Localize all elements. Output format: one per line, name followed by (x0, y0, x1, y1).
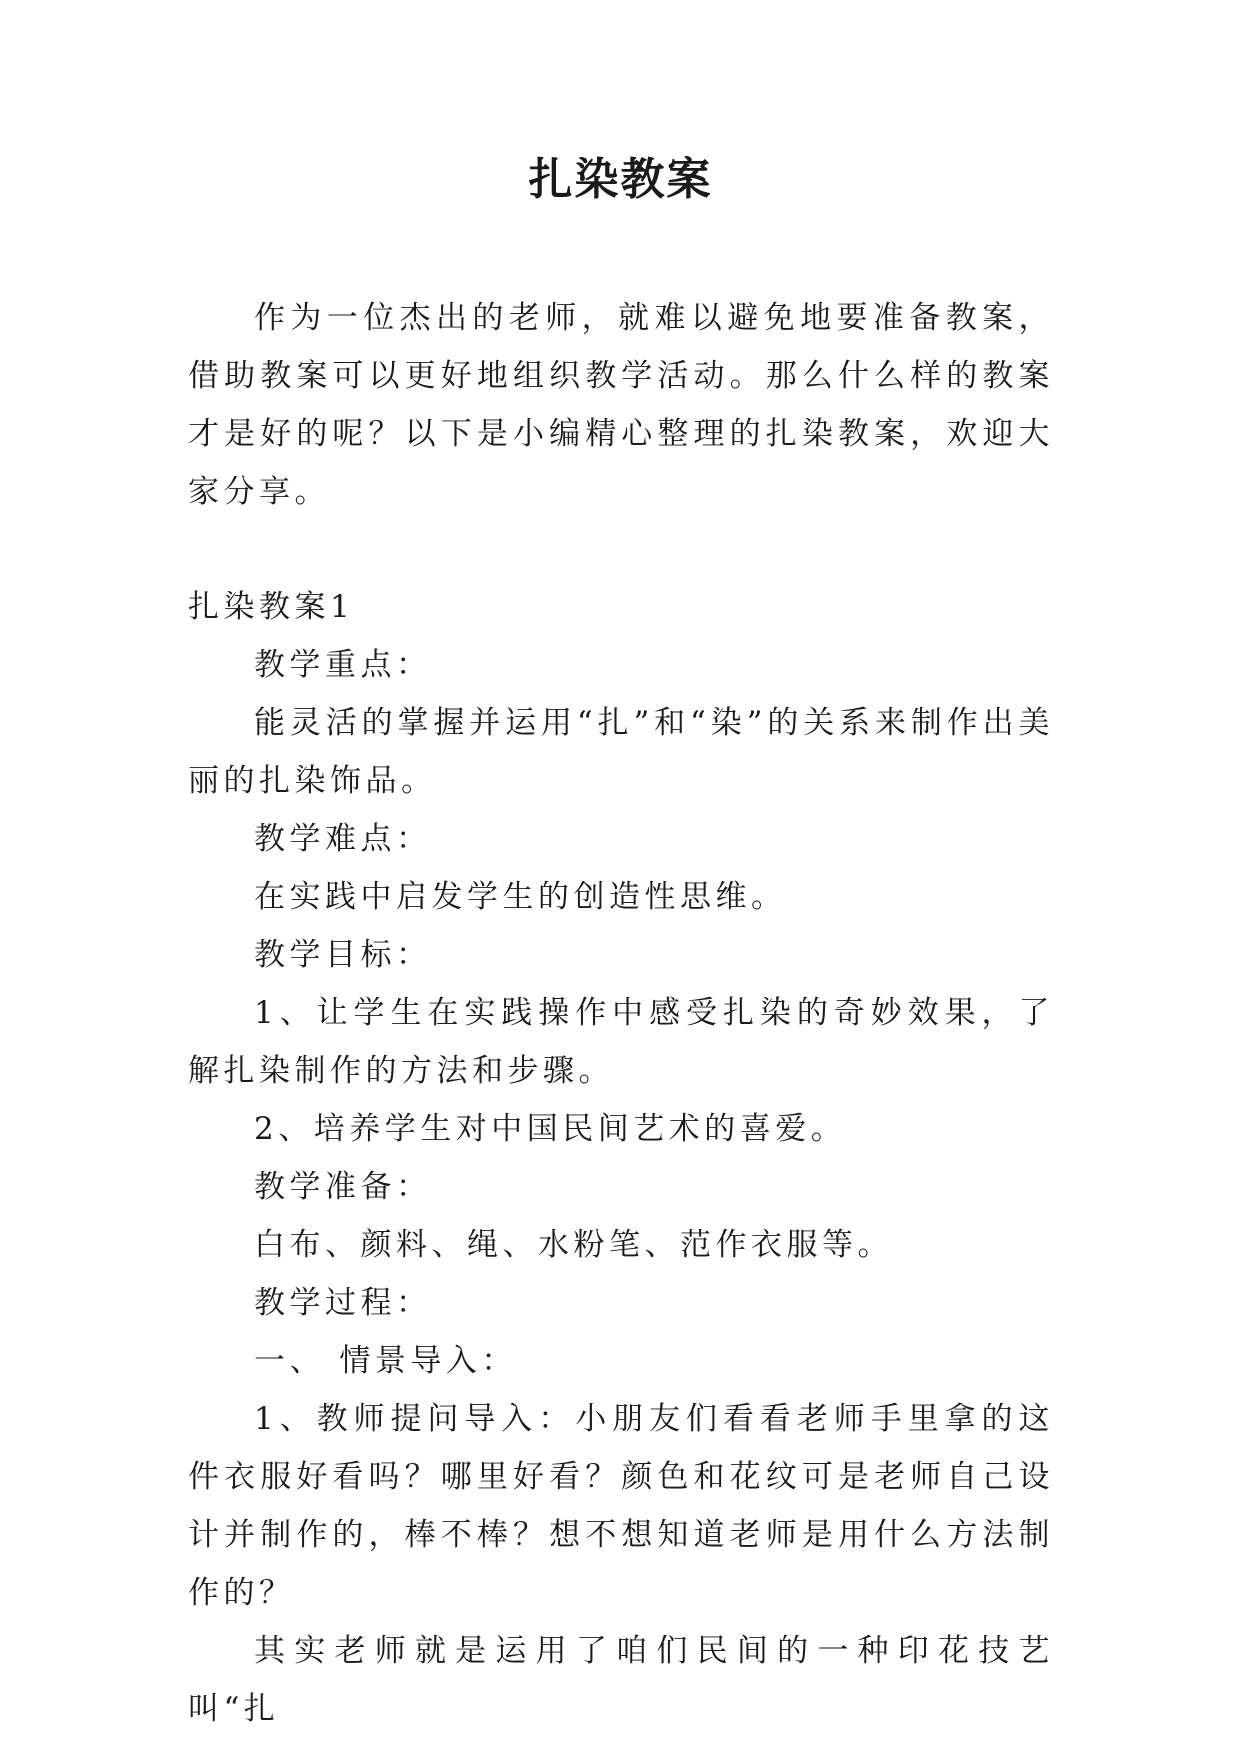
document-body (188, 289, 1054, 1738)
teaching-prep-text: 白布、颜料、绳、水粉笔、范作衣服等。 (254, 1227, 893, 1263)
teaching-difficulty-text: 在实践中启发学生的创造性思维。 (254, 879, 787, 915)
teaching-focus-text: 能灵活的掌握并运用“扎”和“染”的关系来制作出美丽的扎染饰品。 (188, 705, 1054, 799)
process-step-heading: 一、 情景导入： (254, 1343, 517, 1379)
process-step-continuation: 其实老师就是运用了咱们民间的一种印花技艺叫“扎 (188, 1633, 1054, 1727)
teaching-prep-label: 教学准备： (254, 1169, 432, 1205)
section-heading: 扎染教案1 (188, 589, 355, 625)
process-step-1: 1、教师提问导入：小朋友们看看老师手里拿的这件衣服好看吗？哪里好看？颜色和花纹可是老师自己设计并制作的，棒不棒？想不想知道老师是用什么方法制作的？ (188, 1401, 1054, 1611)
teaching-focus-label: 教学重点： (254, 647, 432, 683)
teaching-difficulty-label: 教学难点： (254, 821, 432, 857)
teaching-goal-2: 2、培养学生对中国民间艺术的喜爱。 (254, 1111, 847, 1147)
teaching-goals-label: 教学目标： (254, 937, 432, 973)
document-title: 扎染教案 (528, 154, 713, 205)
teaching-goal-1: 1、让学生在实践操作中感受扎染的奇妙效果，了解扎染制作的方法和步骤。 (188, 995, 1054, 1089)
teaching-process-label: 教学过程： (254, 1285, 432, 1321)
intro-paragraph: 作为一位杰出的老师，就难以避免地要准备教案，借助教案可以更好地组织教学活动。那么什么样的教案才是好的呢？以下是小编精心整理的扎染教案，欢迎大家分享。 (188, 300, 1054, 510)
paragraph-gap (188, 521, 1054, 578)
